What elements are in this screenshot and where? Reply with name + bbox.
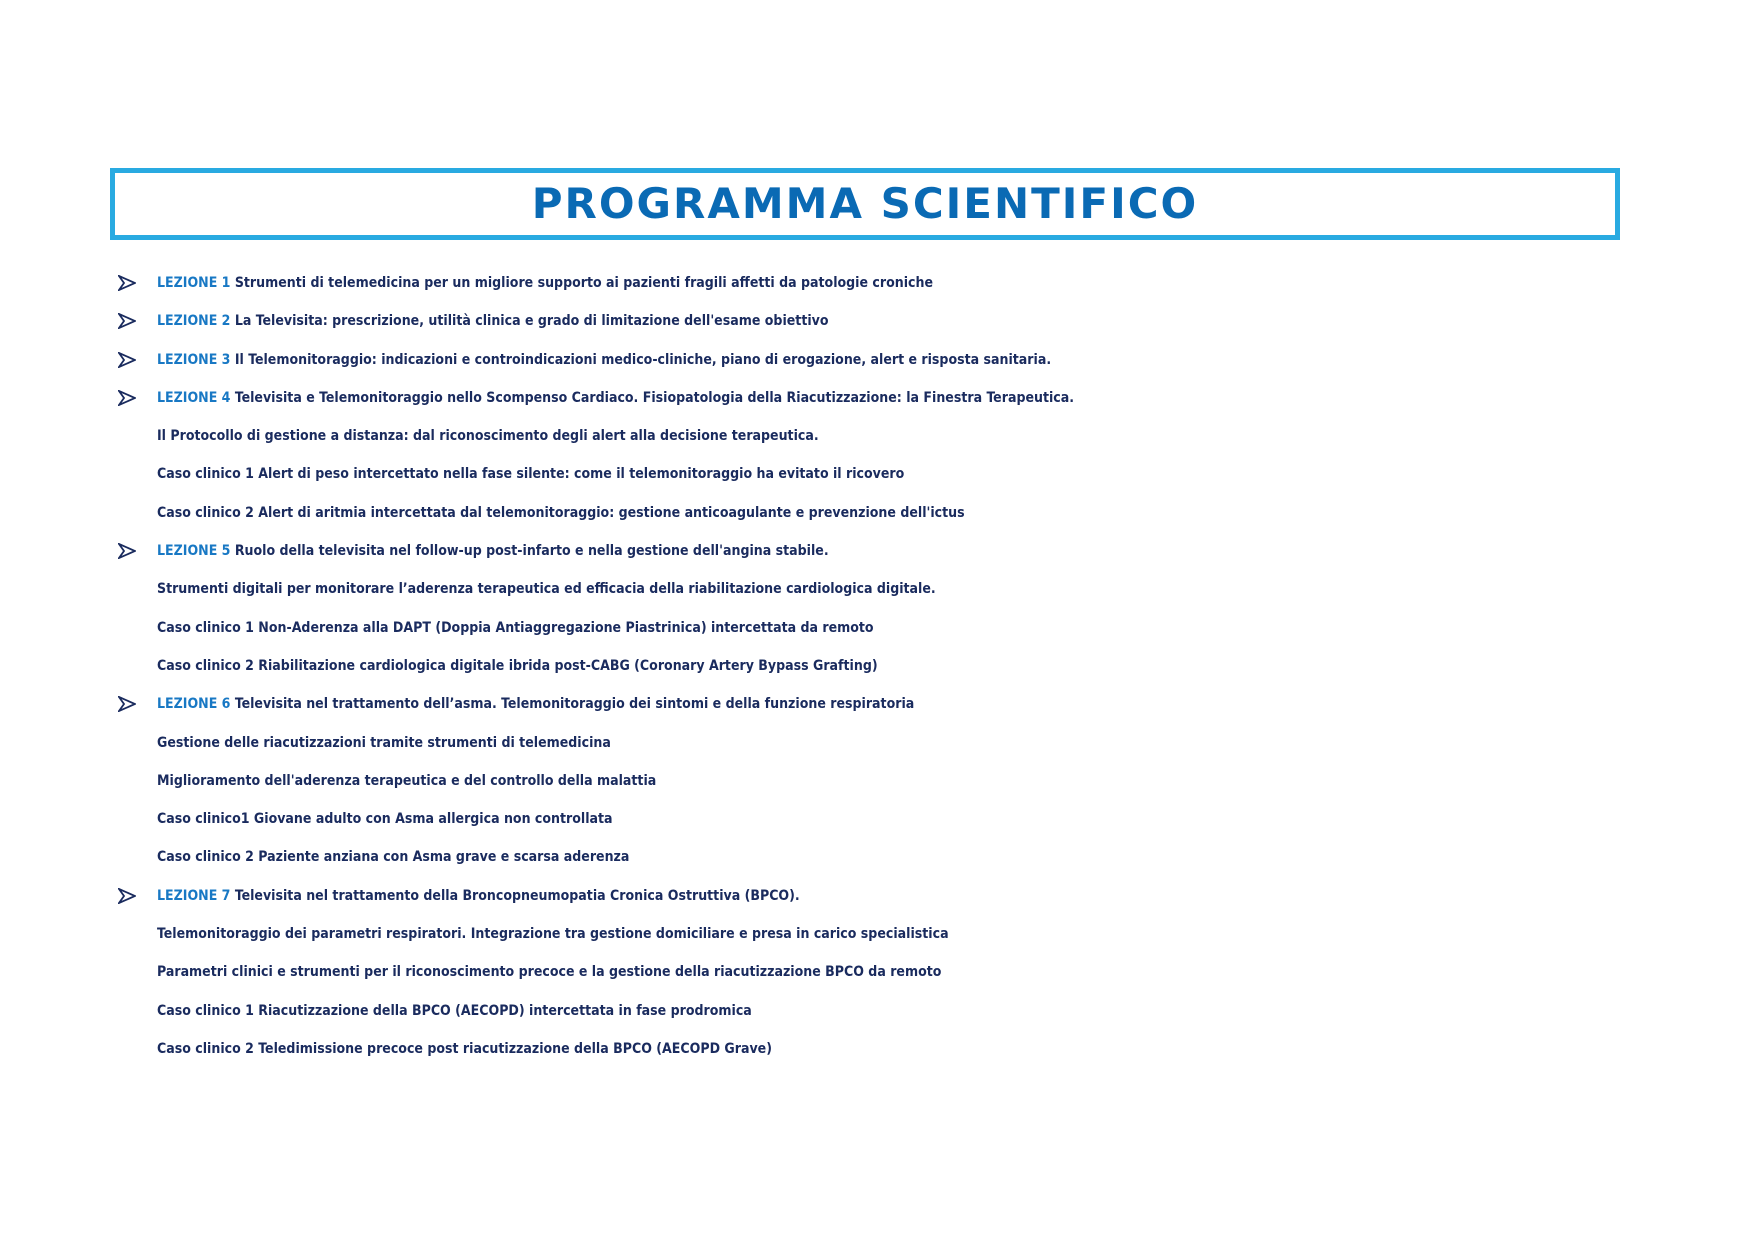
lesson-6-line: Caso clinico 2 Paziente anziana con Asma grave e scarsa aderenza (157, 849, 630, 866)
lesson-4-line: Il Protocollo di gestione a distanza: dal riconoscimento degli alert alla decisione terapeutica. (157, 428, 819, 445)
lesson-label: LEZIONE 1 (157, 275, 231, 291)
lesson-label: LEZIONE 6 (157, 696, 231, 713)
lesson-7-line: Telemonitoraggio dei parametri respiratori. Integrazione tra gestione domiciliare e presa in carico specialistica (157, 926, 949, 943)
lesson-2-heading-row (0, 302, 1755, 340)
page-title: PROGRAMMA SCIENTIFICO (531, 179, 1199, 228)
lesson-label: LEZIONE 7 (157, 887, 231, 904)
lesson-heading: Televisita nel trattamento della Broncopneumopatia Cronica Ostruttiva (BPCO). (230, 887, 800, 904)
lesson-7-heading-row (0, 877, 1755, 915)
lesson-1-heading-row (0, 264, 1755, 302)
lesson-5-line: Caso clinico 2 Riabilitazione cardiologica digitale ibrida post-CABG (Coronary Artery Bypass Grafting) (157, 657, 878, 674)
arrowhead-bullet-icon (118, 379, 140, 417)
lesson-4-line: Caso clinico 2 Alert di aritmia intercettata dal telemonitoraggio: gestione anticoagulante e prevenzione dell'ictus (157, 504, 965, 521)
arrowhead-bullet-icon (118, 532, 140, 570)
arrowhead-bullet-icon (118, 302, 140, 340)
lesson-heading: Televisita nel trattamento dell’asma. Telemonitoraggio dei sintomi e della funzione respiratoria (230, 696, 915, 713)
lesson-5-line: Caso clinico 1 Non-Aderenza alla DAPT (Doppia Antiaggregazione Piastrinica) intercettata da remoto (157, 619, 874, 636)
arrowhead-bullet-icon (118, 685, 140, 723)
lesson-4-heading-row (0, 379, 1755, 417)
arrowhead-bullet-icon (118, 264, 140, 302)
lesson-heading: Il Telemonitoraggio: indicazioni e controindicazioni medico-cliniche, piano di erogazione, alert e risposta sanitaria. (230, 351, 1052, 368)
lesson-5-heading-row (0, 532, 1755, 570)
program-list (0, 264, 1755, 1068)
lesson-7-line: Caso clinico 2 Teledimissione precoce post riacutizzazione della BPCO (AECOPD Grave) (157, 1040, 772, 1057)
lesson-6-heading-row (0, 685, 1755, 723)
lesson-4-line: Caso clinico 1 Alert di peso intercettato nella fase silente: come il telemonitoraggio ha evitato il ricovero (157, 466, 905, 483)
lesson-6-line: Caso clinico1 Giovane adulto con Asma allergica non controllata (157, 811, 613, 828)
lesson-7-line: Caso clinico 1 Riacutizzazione della BPCO (AECOPD) intercettata in fase prodromica (157, 1002, 752, 1019)
lesson-label: LEZIONE 5 (157, 543, 231, 560)
lesson-6-line: Gestione delle riacutizzazioni tramite strumenti di telemedicina (157, 734, 611, 751)
arrowhead-bullet-icon (118, 341, 140, 379)
lesson-label: LEZIONE 3 (157, 351, 231, 368)
lesson-heading: Ruolo della televisita nel follow-up post-infarto e nella gestione dell'angina stabile. (230, 543, 829, 560)
lesson-6-line: Miglioramento dell'aderenza terapeutica e del controllo della malattia (157, 772, 657, 789)
lesson-label: LEZIONE 2 (157, 313, 231, 330)
title-box (110, 168, 1620, 240)
lesson-heading: Strumenti di telemedicina per un migliore supporto ai pazienti fragili affetti da patologie croniche (230, 275, 934, 291)
lesson-3-heading-row (0, 341, 1755, 379)
lesson-5-line: Strumenti digitali per monitorare l’aderenza terapeutica ed efficacia della riabilitazione cardiologica digitale. (157, 581, 936, 598)
lesson-7-line: Parametri clinici e strumenti per il riconoscimento precoce e la gestione della riacutizzazione BPCO da remoto (157, 964, 942, 981)
lesson-heading: La Televisita: prescrizione, utilità clinica e grado di limitazione dell'esame obiettivo (230, 313, 829, 330)
lesson-heading: Televisita e Telemonitoraggio nello Scompenso Cardiaco. Fisiopatologia della Riacutizzazione: la Finestra Terapeutica. (230, 389, 1075, 406)
arrowhead-bullet-icon (118, 877, 140, 915)
lesson-label: LEZIONE 4 (157, 389, 231, 406)
